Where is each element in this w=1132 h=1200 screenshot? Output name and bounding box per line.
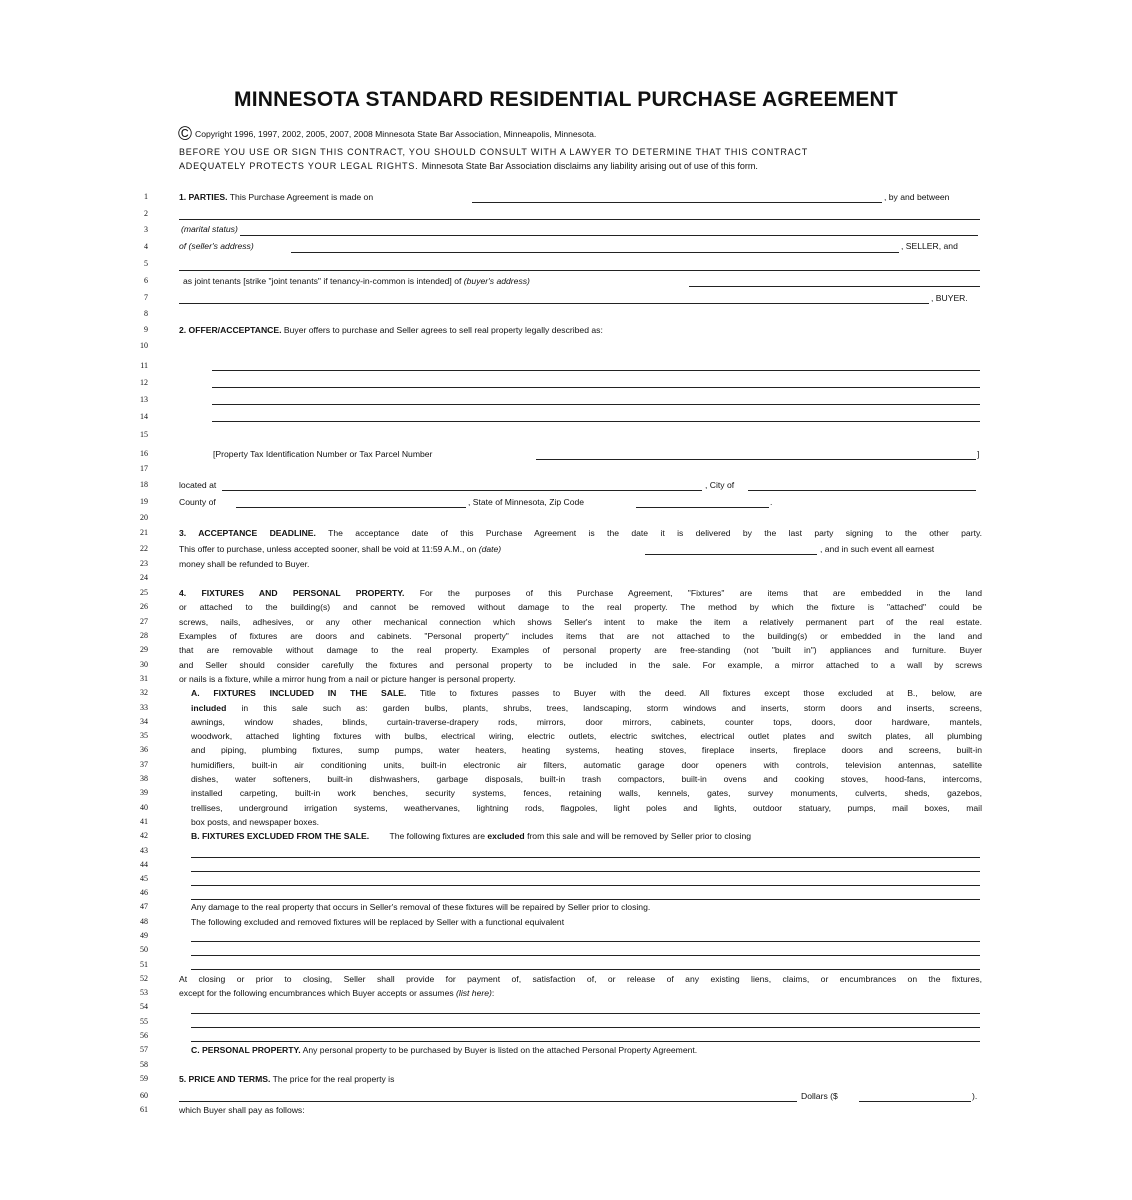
fixtures-text-line: Examples of fixtures are doors and cabinets. "Personal property" includes items that are not attached to the building(s) or embedded in the land and xyxy=(179,631,982,641)
fixtures-text-line: screws, nails, adhesives, or any other mechanical connection which shows Seller's intent to make the item a relatively permanent part of the real estate. xyxy=(179,617,982,627)
fixtures-included-heading: A. FIXTURES INCLUDED IN THE SALE. xyxy=(191,688,407,698)
buyer-name-field[interactable] xyxy=(179,270,980,271)
line-number: 32 xyxy=(140,688,148,697)
zip-period: . xyxy=(770,497,773,507)
damage-text: Any damage to the real property that occurs in Seller's removal of these fixtures will be repaired by Seller prior to closing. xyxy=(191,902,651,912)
joint-tenants-line xyxy=(183,276,530,286)
line-number: 34 xyxy=(140,717,148,726)
line-number: 33 xyxy=(140,703,148,712)
fixtures-text: For the purposes of this Purchase Agreement, "Fixtures" are items that are embedded in the land xyxy=(419,588,982,598)
line-number: 26 xyxy=(140,602,148,611)
fixtures-list-line: installed carpeting, built-in work benches, security systems, fences, retaining walls, kennels, gates, survey monuments, culverts, sheds, gazebos, xyxy=(191,788,982,798)
void-date-field[interactable] xyxy=(645,554,817,555)
legal-description-field[interactable] xyxy=(212,387,980,388)
excluded-text-post: from this sale and will be removed by Seller prior to closing xyxy=(527,831,752,841)
document-title: MINNESOTA STANDARD RESIDENTIAL PURCHASE AGREEMENT xyxy=(234,88,898,111)
acceptance-text: The acceptance date of this Purchase Agreement is the date it is delivered by the last party signing to the other party. xyxy=(328,528,982,538)
line-number: 50 xyxy=(140,945,148,954)
tax-id-close: ] xyxy=(977,449,980,459)
by-and-between: , by and between xyxy=(884,192,950,202)
parties-text: This Purchase Agreement is made on xyxy=(229,192,374,202)
line-number: 48 xyxy=(140,917,148,926)
line-number: 19 xyxy=(140,497,148,506)
line-number: 29 xyxy=(140,645,148,654)
line-number: 55 xyxy=(140,1017,148,1026)
located-at-label: located at xyxy=(179,480,217,490)
line-number: 28 xyxy=(140,631,148,640)
line-number: 18 xyxy=(140,480,148,489)
fixtures-text-line: or nails is a fixture, while a mirror hung from a nail or picture hanger is personal property. xyxy=(179,674,516,684)
offer-heading: 2. OFFER/ACCEPTANCE. xyxy=(179,325,282,335)
county-of-label: County of xyxy=(179,497,216,507)
excluded-text-pre: The following fixtures are xyxy=(389,831,486,841)
warning-line-1: BEFORE YOU USE OR SIGN THIS CONTRACT, YOU SHOULD CONSULT WITH A LAWYER TO DETERMINE THAT THIS CONTRACT xyxy=(179,147,809,157)
personal-property-line xyxy=(191,1045,697,1055)
line-number: 4 xyxy=(144,242,148,251)
earnest-text: , and in such event all earnest xyxy=(820,544,935,554)
line-number: 7 xyxy=(144,293,148,302)
personal-property-heading: C. PERSONAL PROPERTY. xyxy=(191,1045,301,1055)
fixtures-excluded-heading: B. FIXTURES EXCLUDED FROM THE SALE. xyxy=(191,831,370,841)
line-number: 44 xyxy=(140,860,148,869)
line-number: 60 xyxy=(140,1091,148,1100)
dollars-close: ). xyxy=(972,1091,978,1101)
line-number: 54 xyxy=(140,1002,148,1011)
price-amount-field[interactable] xyxy=(859,1101,971,1102)
line-number: 2 xyxy=(144,209,148,218)
fixtures-heading: 4. FIXTURES AND PERSONAL PROPERTY. xyxy=(179,588,405,598)
encumbrances-line xyxy=(179,988,494,998)
legal-description-field[interactable] xyxy=(212,404,980,405)
void-text: This offer to purchase, unless accepted sooner, shall be void at 11:59 A.M., on xyxy=(179,544,477,554)
line-number: 6 xyxy=(144,276,148,285)
line-number: 11 xyxy=(140,361,148,370)
line-number: 47 xyxy=(140,902,148,911)
fixtures-list-line: woodwork, attached lighting fixtures with bulbs, electrical wiring, electric outlets, electric switches, electrical outlet plates and switch plates, all plumbing xyxy=(191,731,982,741)
encumbrances-field[interactable] xyxy=(191,1027,980,1028)
line-number: 31 xyxy=(140,674,148,683)
parties-heading: 1. PARTIES. xyxy=(179,192,228,202)
excluded-fixtures-field[interactable] xyxy=(191,871,980,872)
encumbrances-text: except for the following encumbrances which Buyer accepts or assumes xyxy=(179,988,454,998)
replaced-fixtures-field[interactable] xyxy=(191,969,980,970)
warning-disclaimer: Minnesota State Bar Association disclaims any liability arising out of use of this form. xyxy=(421,161,758,171)
line-number: 21 xyxy=(140,528,148,537)
fixtures-text-line: that are removable without damage to the real property. Examples of personal property are free-standing (not "built in") appliances and furniture. Buyer xyxy=(179,645,982,655)
excluded-fixtures-field[interactable] xyxy=(191,857,980,858)
payment-text: which Buyer shall pay as follows: xyxy=(179,1105,305,1115)
line-number: 53 xyxy=(140,988,148,997)
line-number: 1 xyxy=(144,192,148,201)
list-here-label: (list here) xyxy=(456,988,492,998)
line-number: 58 xyxy=(140,1060,148,1069)
line-number: 42 xyxy=(140,831,148,840)
line-number: 41 xyxy=(140,817,148,826)
fixtures-list-line: box posts, and newspaper boxes. xyxy=(191,817,320,827)
line-number: 40 xyxy=(140,803,148,812)
line-number: 14 xyxy=(140,412,148,421)
legal-description-field[interactable] xyxy=(212,370,980,371)
included-word: included xyxy=(191,703,227,713)
encumbrances-colon: : xyxy=(491,988,495,998)
void-line xyxy=(179,544,501,554)
offer-text: Buyer offers to purchase and Seller agrees to sell real property legally described as: xyxy=(283,325,603,335)
acceptance-heading: 3. ACCEPTANCE DEADLINE. xyxy=(179,528,316,538)
fixtures-list-text: in this sale such as: garden bulbs, plants, shrubs, trees, landscaping, storm windows and inserts, storm doors and inserts, screens, xyxy=(241,703,982,713)
tax-id-field[interactable] xyxy=(536,459,976,460)
excluded-fixtures-field[interactable] xyxy=(191,885,980,886)
line-number: 16 xyxy=(140,449,148,458)
fixtures-list-line xyxy=(191,703,982,713)
city-of-label: , City of xyxy=(705,480,735,490)
line-number: 38 xyxy=(140,774,148,783)
fixtures-excluded-line xyxy=(191,831,982,841)
located-at-field[interactable] xyxy=(222,490,702,491)
line-number: 51 xyxy=(140,960,148,969)
line-number: 56 xyxy=(140,1031,148,1040)
copyright-icon: © xyxy=(178,124,192,145)
county-field[interactable] xyxy=(236,507,466,508)
line-number: 36 xyxy=(140,745,148,754)
line-number: 24 xyxy=(140,573,148,582)
fixtures-list-line: humidifiers, built-in air conditioning units, built-in electronic air filters, automatic garage door openers with controls, television antennas, satellite xyxy=(191,760,982,770)
city-field[interactable] xyxy=(748,490,976,491)
replaced-fixtures-field[interactable] xyxy=(191,941,980,942)
parties-line xyxy=(179,192,373,202)
warning-caps: ADEQUATELY PROTECTS YOUR LEGAL RIGHTS. xyxy=(179,161,419,171)
line-number: 23 xyxy=(140,559,148,568)
line-number: 25 xyxy=(140,588,148,597)
encumbrances-field[interactable] xyxy=(191,1041,980,1042)
line-number: 37 xyxy=(140,760,148,769)
fixtures-included-text: Title to fixtures passes to Buyer with the deed. All fixtures except those excluded at B., below, are xyxy=(419,688,982,698)
line-number: 39 xyxy=(140,788,148,797)
price-line xyxy=(179,1074,394,1084)
fixtures-list-line: trellises, underground irrigation systems, weathervanes, lightning rods, flagpoles, light poles and lights, outdoor statuary, pumps, mail boxes, mail xyxy=(191,803,982,813)
replaced-fixtures-field[interactable] xyxy=(191,955,980,956)
line-number: 3 xyxy=(144,225,148,234)
line-number: 52 xyxy=(140,974,148,983)
refund-text: money shall be refunded to Buyer. xyxy=(179,559,310,569)
line-number: 57 xyxy=(140,1045,148,1054)
fixtures-list-line: and piping, plumbing fixtures, sump pumps, water heaters, heating systems, heating stoves, fireplace inserts, fireplace doors and screens, built-in xyxy=(191,745,982,755)
line-number: 27 xyxy=(140,617,148,626)
copyright-line xyxy=(178,124,596,146)
line-number: 22 xyxy=(140,544,148,553)
seller-and-label: , SELLER, and xyxy=(901,241,958,251)
fixtures-list-line: dishes, water softeners, built-in dishwashers, garbage disposals, built-in trash compactors, built-in ovens and cooking stoves, hood-fans, intercoms, xyxy=(191,774,982,784)
buyers-address-field[interactable] xyxy=(689,286,980,287)
line-number: 49 xyxy=(140,931,148,940)
seller-name-field[interactable] xyxy=(179,219,980,220)
legal-description-field[interactable] xyxy=(212,421,980,422)
replaced-text: The following excluded and removed fixtures will be replaced by Seller with a functional equivalent xyxy=(191,917,565,927)
line-number: 10 xyxy=(140,341,148,350)
offer-line xyxy=(179,325,603,335)
copyright-text: Copyright 1996, 1997, 2002, 2005, 2007, 2008 Minnesota State Bar Association, Minneapolis, Minnesota. xyxy=(195,129,597,139)
state-zip-label: , State of Minnesota, Zip Code xyxy=(468,497,585,507)
line-number: 8 xyxy=(144,309,148,318)
marital-status-field[interactable] xyxy=(240,235,978,236)
fixtures-included-line xyxy=(191,688,982,698)
line-number: 17 xyxy=(140,464,148,473)
line-number: 15 xyxy=(140,430,148,439)
line-number: 46 xyxy=(140,888,148,897)
fixtures-list-line: awnings, window shades, blinds, curtain-traverse-drapery rods, mirrors, door mirrors, cabinets, counter tops, doors, door hardware, mantels, xyxy=(191,717,982,727)
line-number: 35 xyxy=(140,731,148,740)
dollars-label: Dollars ($ xyxy=(801,1091,838,1101)
agreement-date-field[interactable] xyxy=(472,202,882,203)
excluded-word: excluded xyxy=(487,831,525,841)
line-number: 59 xyxy=(140,1074,148,1083)
price-text: The price for the real property is xyxy=(272,1074,395,1084)
line-number: 20 xyxy=(140,513,148,522)
sellers-address-label: of (seller's address) xyxy=(179,241,254,251)
fixtures-text-line: and Seller should consider carefully the fixtures and personal property to be included in the sale. For example, a mirror attached to a wall by screws xyxy=(179,660,982,670)
warning-line-2 xyxy=(179,161,981,171)
date-label: (date) xyxy=(478,544,502,554)
tax-id-label: [Property Tax Identification Number or Tax Parcel Number xyxy=(213,449,433,459)
fixtures-text-line: or attached to the building(s) and cannot be removed without damage to the real property. The method by which the fixture is "attached" could be xyxy=(179,602,982,612)
fixtures-intro-line xyxy=(179,588,982,598)
acceptance-line xyxy=(179,528,982,538)
zip-code-field[interactable] xyxy=(636,507,769,508)
excluded-fixtures-field[interactable] xyxy=(191,899,980,900)
marital-status-label: (marital status) xyxy=(181,224,238,234)
sellers-address-field[interactable] xyxy=(291,252,899,253)
line-number: 13 xyxy=(140,395,148,404)
line-number: 30 xyxy=(140,660,148,669)
line-number: 5 xyxy=(144,259,148,268)
closing-liens-line: At closing or prior to closing, Seller shall provide for payment of, satisfaction of, or release of any existing liens, claims, or encumbrances on the fixtures, xyxy=(179,974,982,984)
line-number: 61 xyxy=(140,1105,148,1114)
personal-property-text: Any personal property to be purchased by Buyer is listed on the attached Personal Property Agreement. xyxy=(302,1045,698,1055)
encumbrances-field[interactable] xyxy=(191,1013,980,1014)
buyers-address-field-2[interactable] xyxy=(179,303,929,304)
line-number: 43 xyxy=(140,846,148,855)
price-words-field[interactable] xyxy=(179,1101,797,1102)
buyer-label: , BUYER. xyxy=(931,293,968,303)
price-heading: 5. PRICE AND TERMS. xyxy=(179,1074,271,1084)
line-number: 12 xyxy=(140,378,148,387)
line-number: 45 xyxy=(140,874,148,883)
joint-tenants-text: as joint tenants [strike "joint tenants" if tenancy-in-common is intended] of xyxy=(183,276,462,286)
buyers-address-label: (buyer's address) xyxy=(463,276,530,286)
line-number: 9 xyxy=(144,325,148,334)
